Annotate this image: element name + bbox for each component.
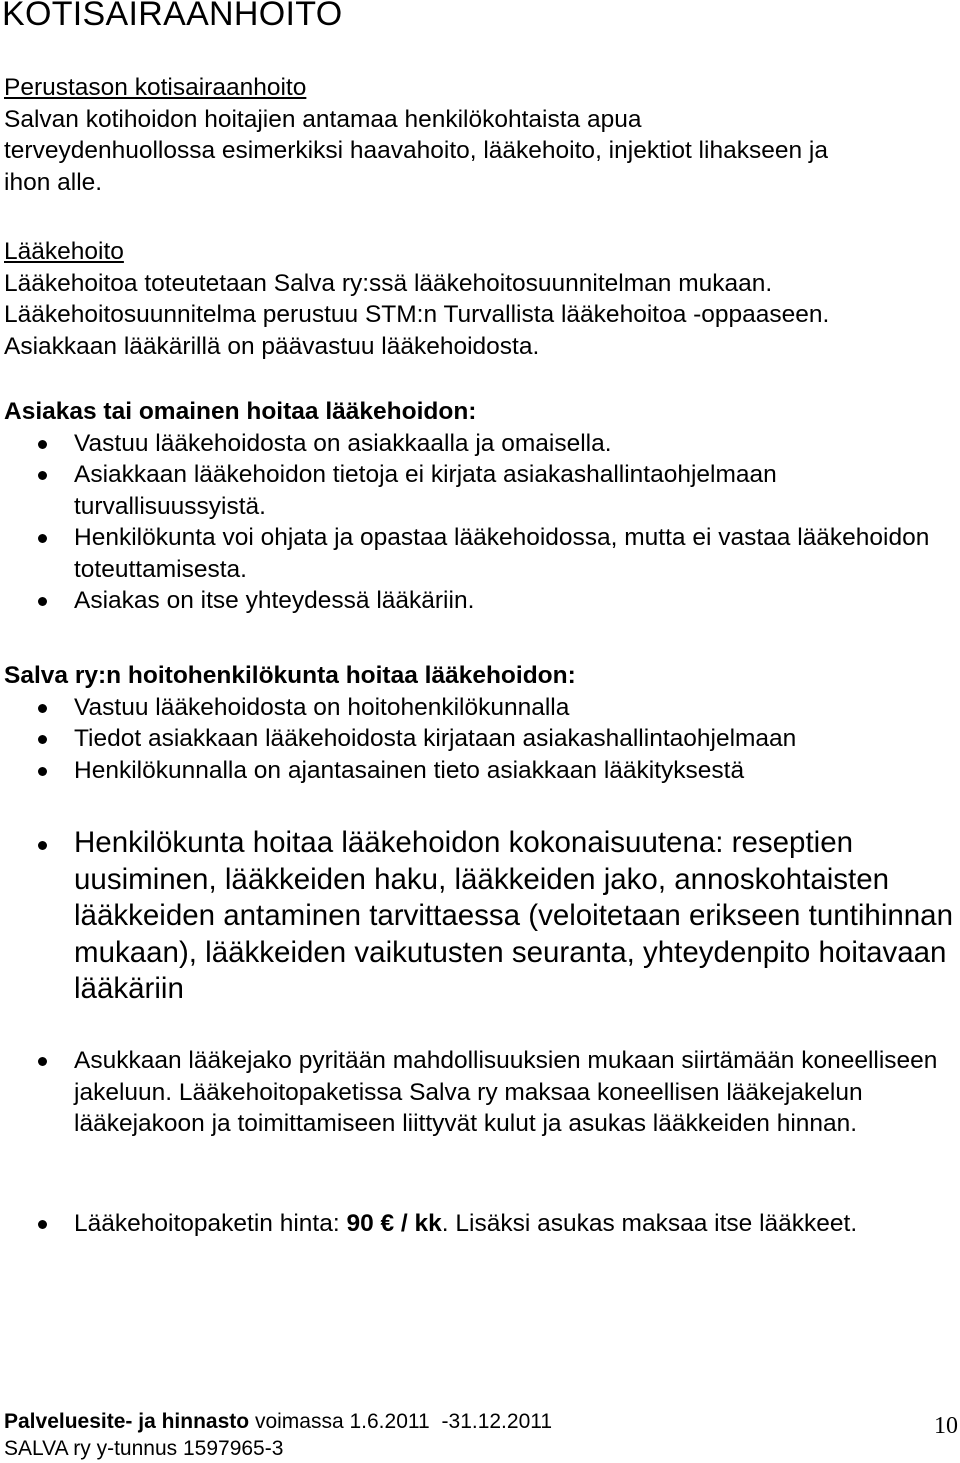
footer-title: Palveluesite- ja hinnasto [4, 1410, 250, 1433]
section-henkilokunta-hoitaa [4, 660, 954, 786]
footer-org-line: SALVA ry y-tunnus 1597965-3 [4, 1437, 284, 1460]
footer-start-date: 1.6.2011 [349, 1410, 430, 1433]
section-koneellinen-jakelu [4, 1045, 954, 1140]
bullet-list [4, 692, 954, 787]
price-suffix: . Lisäksi asukas maksaa itse lääkkeet. [441, 1210, 858, 1237]
list-item: Vastuu lääkehoidosta on hoitohenkilökunnalla [4, 692, 954, 724]
page-number: 10 [934, 1413, 958, 1439]
section-heading: Lääkehoito [4, 238, 124, 265]
footer-end-date: -31.12.2011 [441, 1410, 553, 1433]
page-title: KOTISAIRAANHOITO [2, 0, 343, 33]
bullet-list [4, 825, 954, 1008]
section-laakehoito [4, 236, 954, 362]
bullet-list [4, 428, 954, 617]
paragraph-line: Salvan kotihoidon hoitajien antamaa henkilökohtaista apua [4, 105, 642, 133]
list-item: Tiedot asiakkaan lääkehoidosta kirjataan asiakashallintaohjelmaan [4, 723, 954, 755]
list-item: Asiakkaan lääkehoidon tietoja ei kirjata asiakashallintaohjelmaan turvallisuussyistä. [4, 459, 954, 522]
section-perustason-kotisairaanhoito [4, 72, 954, 198]
list-item: Asukkaan lääkejako pyritään mahdollisuuksien mukaan siirtämään koneelliseen jakeluun. Lääkehoitopaketissa Salva ry maksaa koneellisen lääkejakelun lääkejakoon ja toimittamiseen liittyvät kulut ja asukas lääkkeiden hinnan. [4, 1045, 954, 1140]
list-item: Asiakas on itse yhteydessä lääkäriin. [4, 585, 954, 617]
section-heading: Asiakas tai omainen hoitaa lääkehoidon: [4, 398, 477, 425]
list-item: Vastuu lääkehoidosta on asiakkaalla ja omaisella. [4, 428, 954, 460]
paragraph-line: Asiakkaan lääkärillä on päävastuu lääkehoidosta. [4, 332, 540, 360]
list-item: Henkilökunta voi ohjata ja opastaa lääkehoidossa, mutta ei vastaa lääkehoidon toteuttamisesta. [4, 522, 954, 585]
list-item: Henkilökunta hoitaa lääkehoidon kokonaisuutena: reseptien uusiminen, lääkkeiden haku, lääkkeiden jako, annoskohtaisten lääkkeiden antaminen tarvittaessa (veloitetaan erikseen tuntihinnan mukaan), lääkkeiden vaikutusten seuranta, yhteydenpito hoitavaan lääkäriin [4, 825, 954, 1008]
section-hinta [4, 1208, 954, 1240]
list-item: Henkilökunnalla on ajantasainen tieto asiakkaan lääkityksestä [4, 755, 954, 787]
footer [4, 1408, 956, 1462]
footer-validity-label: voimassa [254, 1410, 344, 1433]
price-list-item [4, 1208, 954, 1240]
section-kokonaisuus [4, 825, 954, 1008]
paragraph-line: terveydenhuollossa esimerkiksi haavahoito, lääkehoito, injektiot lihakseen ja [4, 137, 828, 164]
paragraph-line: ihon alle. [4, 168, 103, 196]
paragraph-line: Lääkehoitoa toteutetaan Salva ry:ssä lääkehoitosuunnitelman mukaan. [4, 269, 773, 297]
bullet-list [4, 1045, 954, 1140]
paragraph-line: Lääkehoitosuunnitelma perustuu STM:n Turvallista lääkehoitoa -oppaaseen. [4, 301, 830, 328]
section-heading: Salva ry:n hoitohenkilökunta hoitaa lääkehoidon: [4, 662, 576, 689]
price-prefix: Lääkehoitopaketin hinta: [74, 1210, 347, 1237]
section-asiakas-hoitaa [4, 396, 954, 617]
footer-line [4, 1408, 956, 1435]
price-value: 90 € / kk [346, 1210, 442, 1237]
bullet-list [4, 1208, 954, 1240]
section-heading: Perustason kotisairaanhoito [4, 74, 307, 101]
